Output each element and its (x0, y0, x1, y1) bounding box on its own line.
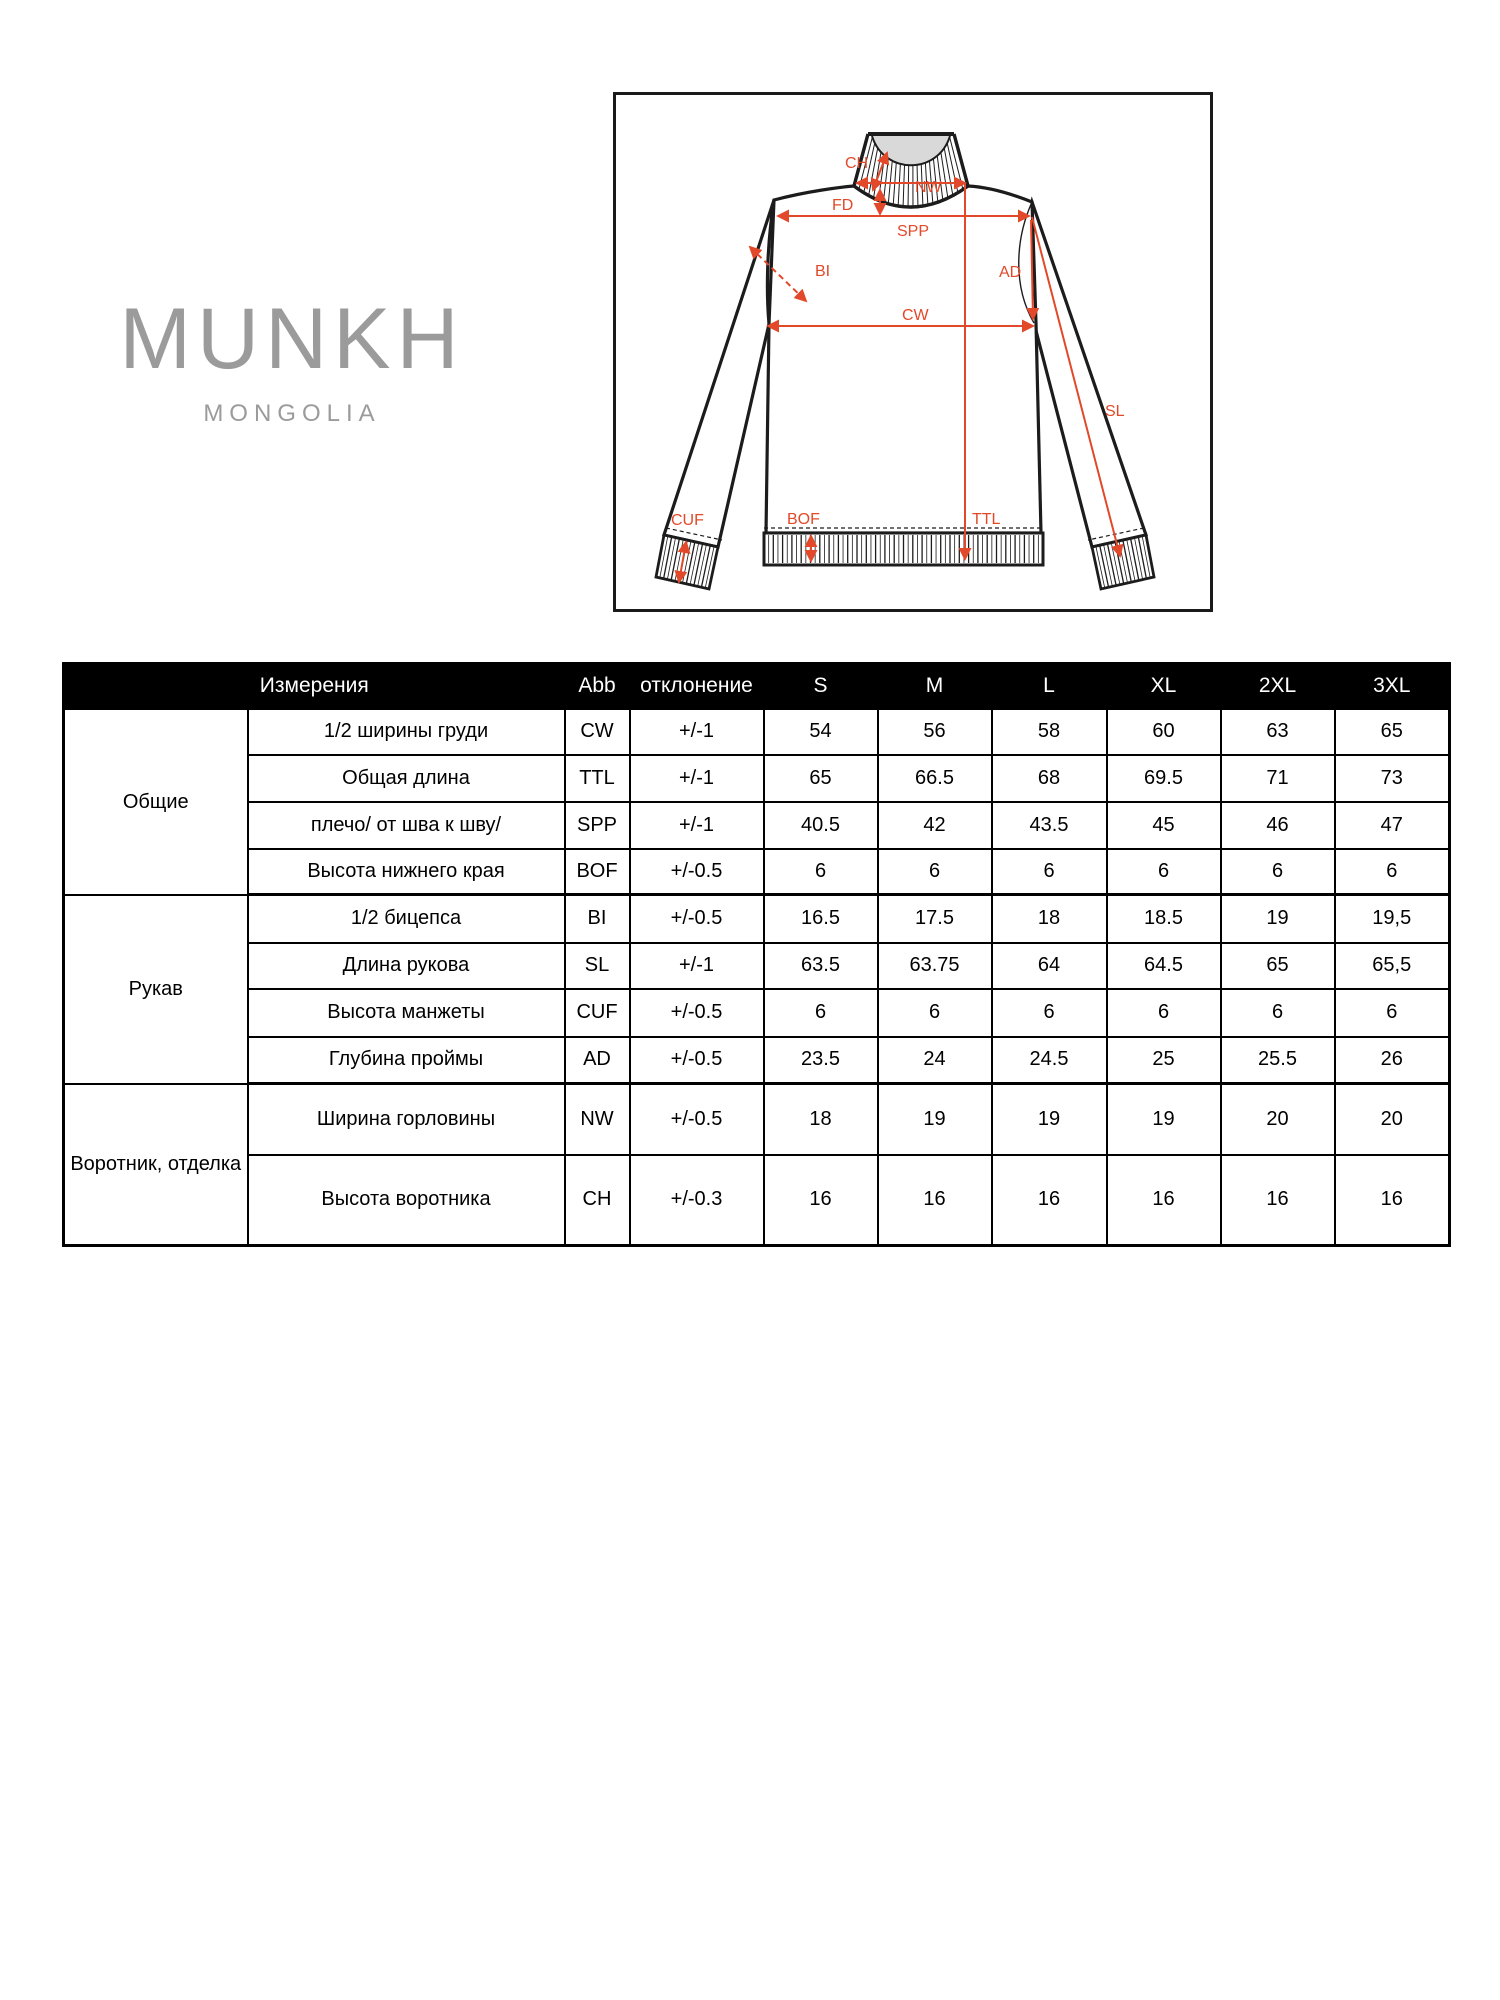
cw-label: CW (902, 307, 929, 324)
measure-label: Высота манжеты (248, 989, 565, 1037)
size-value: 65 (1335, 709, 1450, 755)
table-row (64, 943, 1450, 989)
size-value: 16 (1221, 1155, 1335, 1246)
size-value: 16 (764, 1155, 878, 1246)
size-value: 40.5 (764, 802, 878, 849)
size-value: 16 (992, 1155, 1107, 1246)
bi-label: BI (815, 263, 831, 280)
measure-label: Ширина горловины (248, 1084, 565, 1155)
tolerance-cell: +/-0.5 (630, 989, 764, 1037)
nw-label: NW (915, 179, 942, 196)
size-value: 42 (878, 802, 992, 849)
size-value: 6 (1221, 849, 1335, 895)
measure-label: Общая длина (248, 755, 565, 802)
size-value: 25.5 (1221, 1037, 1335, 1084)
measure-label: Высота нижнего края (248, 849, 565, 895)
measure-label: плечо/ от шва к шву/ (248, 802, 565, 849)
size-value: 66.5 (878, 755, 992, 802)
size-value: 71 (1221, 755, 1335, 802)
size-value: 63.75 (878, 943, 992, 989)
fd-label: FD (832, 197, 854, 214)
size-value: 16 (878, 1155, 992, 1246)
size-value: 64.5 (1107, 943, 1221, 989)
size-value: 17.5 (878, 895, 992, 943)
size-value: 19 (1221, 895, 1335, 943)
abb-cell: CW (565, 709, 630, 755)
size-value: 56 (878, 709, 992, 755)
tolerance-cell: +/-1 (630, 709, 764, 755)
size-value: 6 (764, 849, 878, 895)
tolerance-cell: +/-0.5 (630, 1037, 764, 1084)
size-value: 46 (1221, 802, 1335, 849)
bof-label: BOF (787, 511, 820, 528)
size-value: 65 (1221, 943, 1335, 989)
sl-label: SL (1105, 403, 1125, 420)
sweater-drawing (616, 95, 1210, 609)
header-size-s: S (764, 664, 878, 709)
size-value: 6 (1107, 849, 1221, 895)
brand-name: MUNKH (119, 291, 465, 387)
header-abb: Abb (565, 664, 630, 709)
size-value: 6 (764, 989, 878, 1037)
table-row (64, 1037, 1450, 1084)
tolerance-cell: +/-0.5 (630, 849, 764, 895)
header-size-2xl: 2XL (1221, 664, 1335, 709)
size-value: 16.5 (764, 895, 878, 943)
size-value: 24.5 (992, 1037, 1107, 1084)
size-value: 47 (1335, 802, 1450, 849)
size-value: 20 (1221, 1084, 1335, 1155)
measure-label: Длина рукова (248, 943, 565, 989)
header-size-m: M (878, 664, 992, 709)
tolerance-cell: +/-1 (630, 943, 764, 989)
abb-cell: CH (565, 1155, 630, 1246)
table-row (64, 755, 1450, 802)
brand-subtitle: MONGOLIA (203, 400, 381, 427)
abb-cell: CUF (565, 989, 630, 1037)
size-value: 26 (1335, 1037, 1450, 1084)
size-value: 6 (1221, 989, 1335, 1037)
size-value: 68 (992, 755, 1107, 802)
table-row (64, 1084, 1450, 1155)
size-table-section (62, 662, 1451, 1247)
size-value: 6 (992, 989, 1107, 1037)
size-value: 19 (992, 1084, 1107, 1155)
size-value: 18 (764, 1084, 878, 1155)
size-value: 6 (878, 989, 992, 1037)
header-measurements: Измерения (64, 664, 565, 709)
size-value: 43.5 (992, 802, 1107, 849)
tolerance-cell: +/-1 (630, 755, 764, 802)
size-value: 18.5 (1107, 895, 1221, 943)
size-value: 16 (1107, 1155, 1221, 1246)
table-header-row (64, 664, 1450, 709)
cuf-label: CUF (671, 512, 704, 529)
size-value: 16 (1335, 1155, 1450, 1246)
tolerance-cell: +/-0.5 (630, 895, 764, 943)
size-value: 58 (992, 709, 1107, 755)
size-value: 60 (1107, 709, 1221, 755)
group-cell-sleeve: Рукав (64, 895, 248, 1084)
header-size-xl: XL (1107, 664, 1221, 709)
size-value: 73 (1335, 755, 1450, 802)
measure-label: 1/2 ширины груди (248, 709, 565, 755)
size-value: 19 (878, 1084, 992, 1155)
size-value: 63 (1221, 709, 1335, 755)
ch-label: CH (845, 155, 869, 172)
sl-arrow (1032, 217, 1120, 556)
table-row (64, 849, 1450, 895)
hem-band (764, 528, 1044, 565)
abb-cell: TTL (565, 755, 630, 802)
measure-label: 1/2 бицепса (248, 895, 565, 943)
abb-cell: BI (565, 895, 630, 943)
abb-cell: SL (565, 943, 630, 989)
size-value: 19 (1107, 1084, 1221, 1155)
size-value: 65,5 (1335, 943, 1450, 989)
table-row (64, 802, 1450, 849)
size-value: 23.5 (764, 1037, 878, 1084)
group-cell-general: Общие (64, 709, 248, 895)
size-table (62, 662, 1451, 1247)
size-value: 6 (1335, 989, 1450, 1037)
size-value: 20 (1335, 1084, 1450, 1155)
size-value: 19,5 (1335, 895, 1450, 943)
abb-cell: NW (565, 1084, 630, 1155)
measure-label: Высота воротника (248, 1155, 565, 1246)
ttl-label: TTL (972, 511, 1001, 528)
collar (854, 134, 968, 207)
size-value: 63.5 (764, 943, 878, 989)
size-value: 45 (1107, 802, 1221, 849)
ad-label: AD (999, 264, 1022, 281)
sweater-measurement-diagram (613, 92, 1213, 612)
group-cell-collar: Воротник, отделка (64, 1084, 248, 1246)
tolerance-cell: +/-0.5 (630, 1084, 764, 1155)
size-value: 69.5 (1107, 755, 1221, 802)
header-tolerance: отклонение (630, 664, 764, 709)
header-size-l: L (992, 664, 1107, 709)
table-row (64, 709, 1450, 755)
abb-cell: AD (565, 1037, 630, 1084)
brand-logo (112, 291, 472, 427)
abb-cell: BOF (565, 849, 630, 895)
table-row (64, 989, 1450, 1037)
size-value: 18 (992, 895, 1107, 943)
size-value: 65 (764, 755, 878, 802)
tolerance-cell: +/-0.3 (630, 1155, 764, 1246)
abb-cell: SPP (565, 802, 630, 849)
size-value: 6 (1107, 989, 1221, 1037)
measure-label: Глубина проймы (248, 1037, 565, 1084)
header-size-3xl: 3XL (1335, 664, 1450, 709)
table-row (64, 895, 1450, 943)
size-value: 6 (992, 849, 1107, 895)
size-value: 6 (1335, 849, 1450, 895)
size-value: 54 (764, 709, 878, 755)
spp-label: SPP (897, 223, 930, 240)
size-value: 6 (878, 849, 992, 895)
size-value: 64 (992, 943, 1107, 989)
tolerance-cell: +/-1 (630, 802, 764, 849)
size-value: 25 (1107, 1037, 1221, 1084)
table-row (64, 1155, 1450, 1246)
size-value: 24 (878, 1037, 992, 1084)
